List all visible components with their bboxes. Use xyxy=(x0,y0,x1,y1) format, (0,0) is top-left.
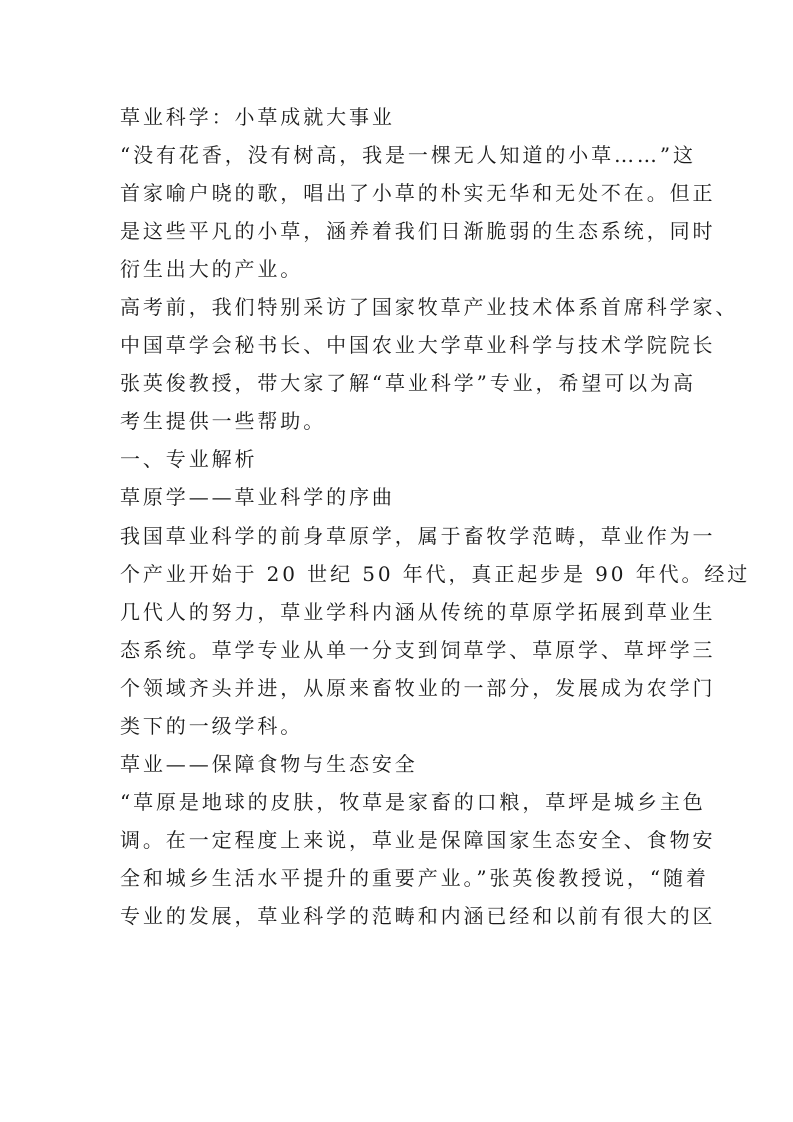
text-line: 张英俊教授，带大家了解“草业科学”专业，希望可以为高 xyxy=(120,371,696,396)
text-line: 衍生出大的产业。 xyxy=(120,257,304,282)
intro-paragraph xyxy=(120,136,716,288)
text-line: 个产业开始于 20 世纪 50 年代，真正起步是 90 年代。经过 xyxy=(120,561,751,586)
text-line: 全和城乡生活水平提升的重要产业。”张英俊教授说，“随着 xyxy=(120,865,709,890)
text-line: “草原是地球的皮肤，牧草是家畜的口粮，草坪是城乡主色 xyxy=(120,789,706,814)
quote-paragraph xyxy=(120,783,716,935)
subheading-grassland xyxy=(120,478,680,516)
article-title xyxy=(120,98,680,136)
text-line: 是这些平凡的小草，涵养着我们日渐脆弱的生态系统，同时 xyxy=(120,219,716,244)
text-line: 考生提供一些帮助。 xyxy=(120,409,327,434)
document-page xyxy=(120,98,751,935)
interview-paragraph xyxy=(120,288,739,440)
text-line: 草业——保障食物与生态安全 xyxy=(120,751,418,776)
text-line: “没有花香，没有树高，我是一棵无人知道的小草……”这 xyxy=(120,143,696,168)
text-line: 专业的发展，草业科学的范畴和内涵已经和以前有很大的区 xyxy=(120,903,716,928)
section-heading xyxy=(120,440,680,478)
text-line: 中国草学会秘书长、中国农业大学草业科学与技术学院院长 xyxy=(120,333,716,358)
text-line: 我国草业科学的前身草原学，属于畜牧学范畴，草业作为一 xyxy=(120,523,716,548)
text-line: 一、专业解析 xyxy=(120,447,258,472)
history-paragraph xyxy=(120,517,751,745)
text-line: 高考前，我们特别采访了国家牧草产业技术体系首席科学家、 xyxy=(120,295,739,320)
subheading-security xyxy=(120,745,680,783)
text-line: 草业科学：小草成就大事业 xyxy=(120,105,395,129)
text-line: 态系统。草学专业从单一分支到饲草学、草原学、草坪学三 xyxy=(120,637,716,662)
text-line: 调。在一定程度上来说，草业是保障国家生态安全、食物安 xyxy=(120,827,716,852)
text-line: 类下的一级学科。 xyxy=(120,713,304,738)
text-line: 个领域齐头并进，从原来畜牧业的一部分，发展成为农学门 xyxy=(120,675,716,700)
text-line: 首家喻户晓的歌，唱出了小草的朴实无华和无处不在。但正 xyxy=(120,181,716,206)
text-line: 几代人的努力，草业学科内涵从传统的草原学拓展到草业生 xyxy=(120,599,716,624)
text-line: 草原学——草业科学的序曲 xyxy=(120,485,395,510)
